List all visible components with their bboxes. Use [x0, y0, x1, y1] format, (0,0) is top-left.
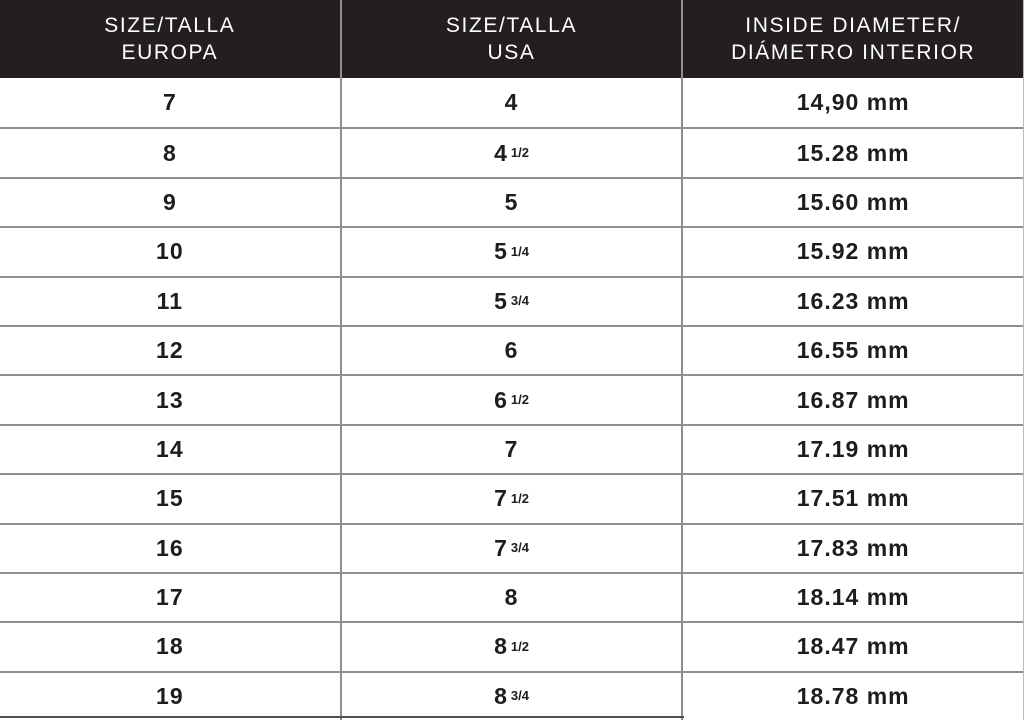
table-row [0, 226, 1023, 275]
cell-size-europa: 19 [0, 671, 342, 720]
cell-diameter: 18.47 mm [683, 621, 1023, 670]
cell-size-europa: 7 [0, 78, 342, 127]
usa-whole: 8 [494, 682, 508, 709]
table-body [0, 78, 1023, 720]
header-cell-europa [0, 0, 342, 78]
table-row [0, 473, 1023, 522]
usa-whole: 5 [494, 287, 508, 314]
cell-size-europa: 13 [0, 374, 342, 423]
usa-whole: 5 [494, 238, 508, 265]
cell-size-europa: 8 [0, 127, 342, 176]
cell-size-europa: 10 [0, 226, 342, 275]
usa-whole: 8 [494, 633, 508, 660]
header-usa-line2: USA [487, 41, 536, 64]
table-row [0, 127, 1023, 176]
table-row [0, 523, 1023, 572]
usa-whole: 6 [494, 386, 508, 413]
cell-size-europa: 18 [0, 621, 342, 670]
usa-whole: 4 [494, 139, 508, 166]
cell-diameter: 14,90 mm [796, 89, 910, 116]
cell-diameter: 17.83 mm [683, 523, 1023, 572]
cell-size-usa: 5 3/4 [342, 276, 684, 325]
table-row [0, 276, 1023, 325]
cell-size-europa: 12 [0, 325, 342, 374]
usa-whole: 7 [494, 534, 508, 561]
cell-diameter: 17.51 mm [683, 473, 1023, 522]
header-cell-diameter [683, 0, 1023, 78]
cell-size-usa [342, 424, 684, 473]
table-row [0, 621, 1023, 670]
cell-size-usa [342, 78, 684, 127]
cell-diameter: 16.55 mm [683, 325, 1023, 374]
table-header [0, 0, 1023, 78]
table-row [0, 78, 1023, 127]
table-row [0, 325, 1023, 374]
usa-whole: 7 [504, 435, 519, 462]
cell-size-europa: 16 [0, 523, 342, 572]
table-row [0, 177, 1023, 226]
cell-size-usa [342, 325, 684, 374]
cell-diameter: 15.92 mm [683, 226, 1023, 275]
table-row [0, 374, 1023, 423]
cell-diameter: 17.19 mm [683, 424, 1023, 473]
cell-size-europa: 17 [0, 572, 342, 621]
header-europa-line2: EUROPA [121, 41, 219, 64]
usa-whole: 7 [494, 485, 508, 512]
cell-size-usa: 6 1/2 [342, 374, 684, 423]
cell-diameter: 18.14 mm [683, 572, 1023, 621]
usa-whole: 4 [504, 89, 519, 116]
table-row [0, 671, 1023, 720]
cell-size-usa: 8 1/2 [342, 621, 684, 670]
cell-diameter: 15.60 mm [683, 177, 1023, 226]
table-row [0, 572, 1023, 621]
header-diameter-line1: INSIDE DIAMETER/ [745, 14, 962, 37]
usa-whole: 8 [504, 584, 519, 611]
cell-size-usa: 7 3/4 [342, 523, 684, 572]
usa-whole: 6 [504, 337, 519, 364]
header-diameter-line2: DIÁMETRO INTERIOR [731, 41, 976, 64]
cell-size-europa: 14 [0, 424, 342, 473]
cell-diameter: 16.87 mm [683, 374, 1023, 423]
header-cell-usa [342, 0, 684, 78]
cell-size-europa: 11 [0, 276, 342, 325]
usa-whole: 5 [504, 188, 519, 215]
cell-diameter: 16.23 mm [683, 276, 1023, 325]
cell-size-usa [342, 177, 684, 226]
cell-size-europa: 9 [0, 177, 342, 226]
cell-size-usa: 8 3/4 [342, 671, 684, 720]
cell-size-usa [342, 572, 684, 621]
bottom-edge-line [0, 716, 684, 718]
cell-size-usa: 4 1/2 [342, 127, 684, 176]
header-europa-line1: SIZE/TALLA [104, 14, 236, 37]
cell-size-usa: 5 1/4 [342, 226, 684, 275]
header-usa-line1: SIZE/TALLA [445, 14, 578, 37]
table-row [0, 424, 1023, 473]
cell-diameter: 18.78 mm [683, 671, 1023, 720]
cell-diameter: 15.28 mm [683, 127, 1023, 176]
cell-size-europa: 15 [0, 473, 342, 522]
cell-size-usa: 7 1/2 [342, 473, 684, 522]
